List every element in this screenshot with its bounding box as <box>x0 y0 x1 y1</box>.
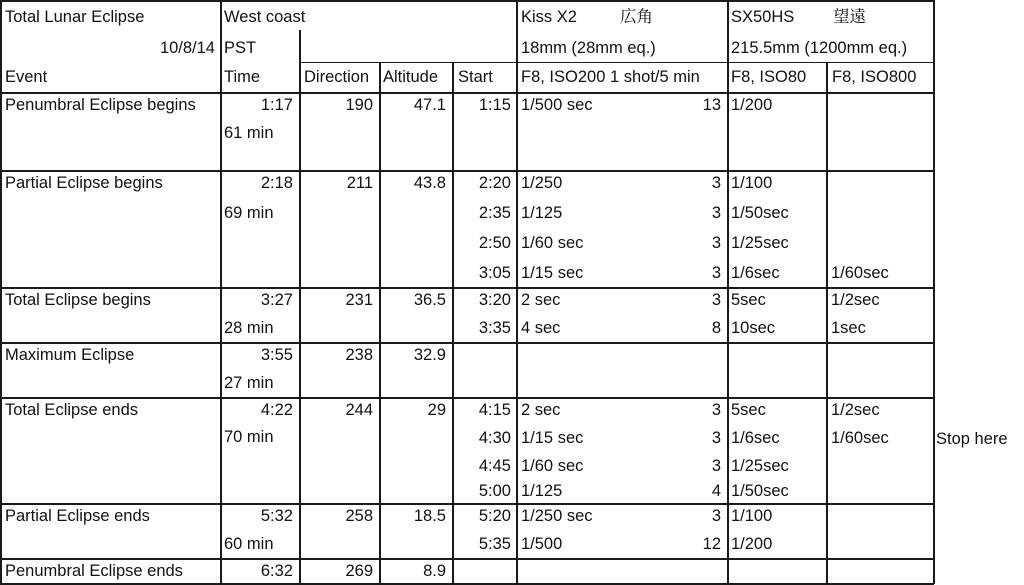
camera1-tag: 広角 <box>620 8 653 26</box>
event-name: Penumbral Eclipse ends <box>5 562 183 580</box>
event-time: 2:18 <box>260 174 293 192</box>
shot-iso80-exposure: 1/50sec <box>731 482 789 500</box>
event-direction: 244 <box>345 401 373 419</box>
row-rule-3 <box>0 287 934 289</box>
shot-iso800-exposure: 1sec <box>831 319 866 337</box>
shot-start: 5:00 <box>478 482 511 500</box>
shot-kiss-exposure: 1/15 sec <box>521 429 584 447</box>
row-rule-7 <box>0 558 934 560</box>
shot-iso800-exposure: 1/60sec <box>831 264 889 282</box>
shot-start: 4:45 <box>478 457 511 475</box>
shot-iso80-exposure: 1/6sec <box>731 429 780 447</box>
shot-start: 2:20 <box>478 174 511 192</box>
shot-start: 2:50 <box>478 234 511 252</box>
row-rule-6 <box>0 503 934 505</box>
event-time: 5:32 <box>260 507 293 525</box>
event-time: 3:27 <box>260 291 293 309</box>
event-time: 1:17 <box>260 96 293 114</box>
shot-count: 3 <box>711 264 721 282</box>
event-time: 3:55 <box>260 346 293 364</box>
camera2-settings-iso80: F8, ISO80 <box>731 68 807 86</box>
shot-iso80-exposure: 1/200 <box>731 535 773 553</box>
event-duration: 70 min <box>224 428 274 446</box>
event-duration: 61 min <box>224 124 274 142</box>
event-name: Total Eclipse begins <box>5 291 151 309</box>
shot-iso800-exposure: 1/60sec <box>831 429 889 447</box>
event-time: 6:32 <box>260 562 293 580</box>
shot-iso80-exposure: 5sec <box>731 401 766 419</box>
shot-count: 3 <box>711 429 721 447</box>
event-name: Partial Eclipse begins <box>5 174 163 192</box>
shot-kiss-exposure: 1/125 <box>521 204 563 222</box>
shot-start: 4:15 <box>478 401 511 419</box>
shot-kiss-exposure: 1/15 sec <box>521 264 584 282</box>
row-rule-4 <box>0 342 934 344</box>
event-direction: 269 <box>345 562 373 580</box>
event-direction: 238 <box>345 346 373 364</box>
row-rule-1 <box>0 92 934 94</box>
col-rule-iso80 <box>826 62 828 584</box>
shot-iso80-exposure: 5sec <box>731 291 766 309</box>
event-time: 4:22 <box>260 401 293 419</box>
shot-count: 3 <box>711 507 721 525</box>
event-duration: 27 min <box>224 374 274 392</box>
shot-kiss-exposure: 1/125 <box>521 482 563 500</box>
event-duration: 60 min <box>224 535 274 553</box>
shot-start: 3:35 <box>478 319 511 337</box>
event-altitude: 47.1 <box>413 96 446 114</box>
event-altitude: 43.8 <box>413 174 446 192</box>
start-header: Start <box>458 68 493 86</box>
time-header: Time <box>224 68 261 86</box>
camera1-lens: 18mm (28mm eq.) <box>521 39 656 57</box>
shot-iso80-exposure: 1/50sec <box>731 204 789 222</box>
sheet-date: 10/8/14 <box>159 39 215 57</box>
shot-iso80-exposure: 1/6sec <box>731 264 780 282</box>
shot-kiss-exposure: 1/500 <box>521 535 563 553</box>
event-duration: 69 min <box>224 204 274 222</box>
shot-count: 3 <box>711 174 721 192</box>
shot-iso80-exposure: 10sec <box>731 319 776 337</box>
event-duration: 28 min <box>224 319 274 337</box>
shot-iso80-exposure: 1/100 <box>731 507 773 525</box>
shot-iso80-exposure: 1/25sec <box>731 457 789 475</box>
shot-kiss-exposure: 2 sec <box>521 291 561 309</box>
shot-kiss-exposure: 2 sec <box>521 401 561 419</box>
sheet-title: Total Lunar Eclipse <box>5 8 145 26</box>
shot-start: 5:20 <box>478 507 511 525</box>
shot-start: 2:35 <box>478 204 511 222</box>
shot-kiss-exposure: 1/60 sec <box>521 234 584 252</box>
shot-kiss-exposure: 1/250 sec <box>521 507 593 525</box>
shot-count: 13 <box>702 96 721 114</box>
event-altitude: 32.9 <box>413 346 446 364</box>
event-direction: 190 <box>345 96 373 114</box>
event-direction: 231 <box>345 291 373 309</box>
shot-count: 3 <box>711 234 721 252</box>
row-rule-2 <box>0 170 934 172</box>
event-direction: 258 <box>345 507 373 525</box>
event-altitude: 36.5 <box>413 291 446 309</box>
event-altitude: 8.9 <box>423 562 446 580</box>
event-altitude: 18.5 <box>413 507 446 525</box>
camera1-settings: F8, ISO200 1 shot/5 min <box>521 68 700 86</box>
col-rule-right <box>933 0 935 584</box>
timezone-label: PST <box>224 39 257 57</box>
direction-header: Direction <box>304 68 370 86</box>
event-header: Event <box>5 68 48 86</box>
shot-count: 3 <box>711 291 721 309</box>
shot-count: 3 <box>711 457 721 475</box>
camera1-name: Kiss X2 <box>521 8 577 26</box>
shot-start: 3:05 <box>478 264 511 282</box>
event-name: Total Eclipse ends <box>5 401 138 419</box>
shot-count: 8 <box>711 319 721 337</box>
event-direction: 211 <box>346 174 373 192</box>
shot-kiss-exposure: 1/250 <box>521 174 563 192</box>
shot-start: 4:30 <box>478 429 511 447</box>
shot-count: 12 <box>702 535 721 553</box>
row-rule-5 <box>0 397 934 399</box>
shot-count: 4 <box>711 482 721 500</box>
shot-iso80-exposure: 1/25sec <box>731 234 789 252</box>
shot-iso80-exposure: 1/100 <box>731 174 773 192</box>
shot-iso800-exposure: 1/2sec <box>831 291 880 309</box>
shot-count: 3 <box>711 204 721 222</box>
event-name: Maximum Eclipse <box>5 346 135 364</box>
camera2-name: SX50HS <box>731 8 795 26</box>
location-label: West coast <box>224 8 306 26</box>
event-name: Penumbral Eclipse begins <box>5 96 196 114</box>
shot-start: 3:20 <box>478 291 511 309</box>
camera2-settings-iso800: F8, ISO800 <box>832 68 917 86</box>
row-rule-0 <box>0 0 934 2</box>
shot-start: 5:35 <box>478 535 511 553</box>
camera2-tag: 望遠 <box>833 8 866 26</box>
shot-kiss-exposure: 1/500 sec <box>521 96 593 114</box>
col-rule-left <box>0 0 2 584</box>
header-rule <box>299 62 933 63</box>
shot-kiss-exposure: 4 sec <box>521 319 561 337</box>
camera2-lens: 215.5mm (1200mm eq.) <box>731 39 908 57</box>
altitude-header: Altitude <box>383 68 439 86</box>
event-name: Partial Eclipse ends <box>5 507 150 525</box>
event-altitude: 29 <box>427 401 446 419</box>
shot-start: 1:15 <box>478 96 511 114</box>
shot-count: 3 <box>711 401 721 419</box>
stop-here-note: Stop here <box>936 430 1008 448</box>
col-rule-kiss <box>727 0 729 584</box>
shot-iso80-exposure: 1/200 <box>731 96 773 114</box>
shot-kiss-exposure: 1/60 sec <box>521 457 584 475</box>
shot-iso800-exposure: 1/2sec <box>831 401 880 419</box>
